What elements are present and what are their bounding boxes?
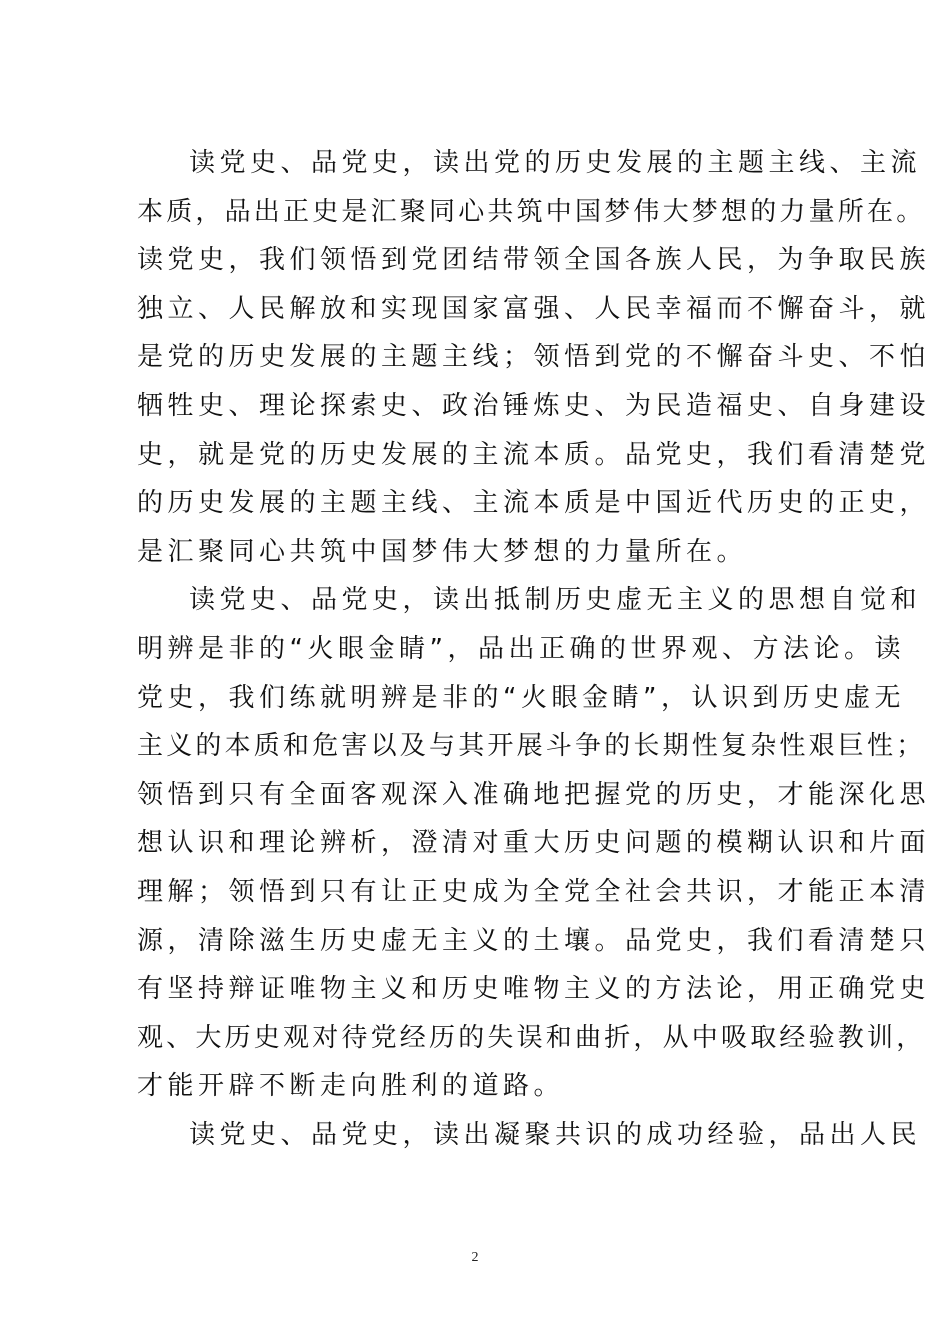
text-line: 有坚持辩证唯物主义和历史唯物主义的方法论，用正确党史 xyxy=(137,974,931,1005)
text-line: 独立、人民解放和实现国家富强、人民幸福而不懈奋斗，就 xyxy=(137,293,931,324)
text-line: 观、大历史观对待党经历的失误和曲折，从中吸取经验教训， xyxy=(137,1022,926,1053)
text-line: 的历史发展的主题主线、主流本质是中国近代历史的正史， xyxy=(137,488,931,519)
page-number: 2 xyxy=(471,1250,479,1265)
text-line: 史，就是党的历史发展的主流本质。品党史，我们看清楚党 xyxy=(137,439,931,470)
text-line: 党史，我们练就明辨是非的“火眼金睛”，认识到历史虚无 xyxy=(137,682,905,713)
text-line: 读党史、品党史，读出凝聚共识的成功经验，品出人民 xyxy=(189,1119,922,1150)
text-line: 主义的本质和危害以及与其开展斗争的长期性复杂性艰巨性； xyxy=(137,731,926,762)
text-line: 读党史，我们领悟到党团结带领全国各族人民，为争取民族 xyxy=(137,245,931,276)
text-line: 本质，品出正史是汇聚同心共筑中国梦伟大梦想的力量所在。 xyxy=(137,196,926,227)
text-line: 是党的历史发展的主题主线；领悟到党的不懈奋斗史、不怕 xyxy=(137,342,931,373)
text-line: 源，清除滋生历史虚无主义的土壤。品党史，我们看清楚只 xyxy=(137,925,931,956)
text-line: 领悟到只有全面客观深入准确地把握党的历史，才能深化思 xyxy=(137,779,931,810)
text-line: 想认识和理论辨析，澄清对重大历史问题的模糊认识和片面 xyxy=(137,828,931,859)
text-line: 是汇聚同心共筑中国梦伟大梦想的力量所在。 xyxy=(137,536,748,567)
text-line: 才能开辟不断走向胜利的道路。 xyxy=(137,1071,565,1102)
text-line: 理解；领悟到只有让正史成为全党全社会共识，才能正本清 xyxy=(137,876,931,907)
text-line: 读党史、品党史，读出抵制历史虚无主义的思想自觉和 xyxy=(189,585,922,616)
text-line: 明辨是非的“火眼金睛”，品出正确的世界观、方法论。读 xyxy=(137,633,905,664)
text-line: 牺牲史、理论探索史、政治锤炼史、为民造福史、自身建设 xyxy=(137,390,931,421)
body-text xyxy=(137,139,931,1159)
text-line: 读党史、品党史，读出党的历史发展的主题主线、主流 xyxy=(189,148,922,178)
